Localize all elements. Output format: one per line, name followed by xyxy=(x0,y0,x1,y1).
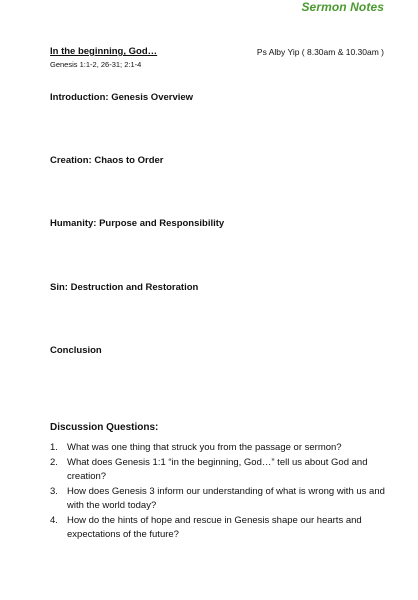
discussion-question xyxy=(50,456,390,485)
page-heading: Sermon Notes xyxy=(301,0,384,14)
discussion-question-list xyxy=(50,441,390,543)
sermon-title: In the beginning, God… xyxy=(50,46,158,57)
question-text: What was one thing that struck you from the passage or sermon? xyxy=(67,442,342,453)
question-text: How does Genesis 3 inform our understanding of what is wrong with us and with the world today? xyxy=(67,485,385,511)
question-number: 3. xyxy=(50,485,58,497)
scripture-reference: Genesis 1:1-2, 26-31; 2:1-4 xyxy=(50,60,142,69)
discussion-question xyxy=(50,441,390,456)
discussion-question xyxy=(50,514,390,543)
discussion-question xyxy=(50,485,390,514)
question-text: What does Genesis 1:1 “in the beginning, God…” tell us about God and creation? xyxy=(67,456,368,482)
section-heading-introduction: Introduction: Genesis Overview xyxy=(50,92,194,103)
discussion-heading: Discussion Questions: xyxy=(50,422,159,433)
question-number: 2. xyxy=(50,456,58,468)
section-heading-conclusion: Conclusion xyxy=(50,345,102,356)
preacher-info: Ps Alby Yip ( 8.30am & 10.30am ) xyxy=(256,47,384,57)
section-heading-humanity: Humanity: Purpose and Responsibility xyxy=(50,218,225,229)
section-heading-sin: Sin: Destruction and Restoration xyxy=(50,282,199,293)
section-heading-creation: Creation: Chaos to Order xyxy=(50,155,164,166)
question-number: 1. xyxy=(50,442,58,453)
question-text: How do the hints of hope and rescue in Genesis shape our hearts and expectations of the future? xyxy=(67,514,362,540)
question-number: 4. xyxy=(50,514,58,526)
